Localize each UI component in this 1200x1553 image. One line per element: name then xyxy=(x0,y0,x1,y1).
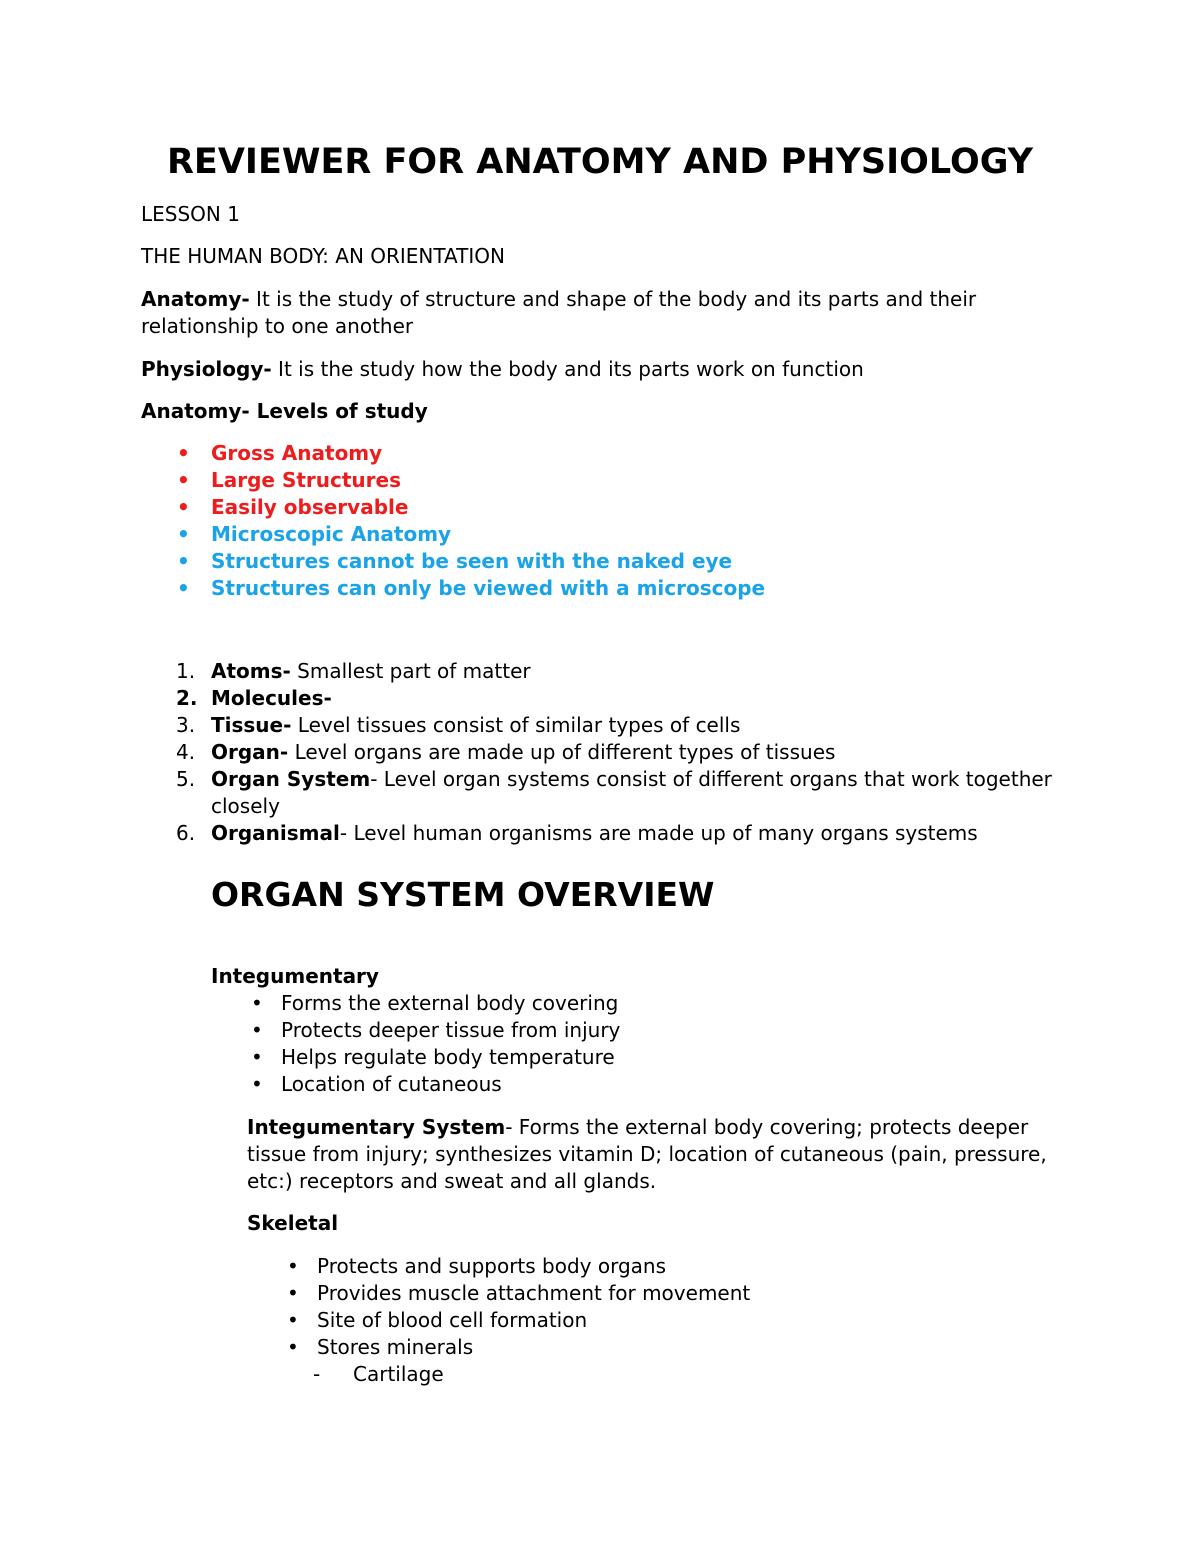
list-item xyxy=(141,548,765,575)
level-term: Atoms- xyxy=(211,659,291,683)
anatomy-definition xyxy=(141,286,1071,340)
bullet-icon: • xyxy=(251,1045,263,1069)
list-item-label: Large Structures xyxy=(211,468,401,492)
list-item xyxy=(141,820,1071,847)
physiology-definition xyxy=(141,356,1071,383)
levels-heading: Anatomy- Levels of study xyxy=(141,399,428,423)
bullet-icon: • xyxy=(287,1254,299,1278)
list-item xyxy=(247,1334,750,1361)
list-item xyxy=(141,440,765,467)
list-item xyxy=(211,1017,620,1044)
list-number: 5. xyxy=(176,767,196,791)
list-item xyxy=(247,1253,750,1280)
bullet-icon: • xyxy=(287,1308,299,1332)
list-item-label: Microscopic Anatomy xyxy=(211,522,452,546)
anatomy-term: Anatomy- xyxy=(141,287,250,311)
integumentary-heading: Integumentary xyxy=(211,964,379,988)
list-item xyxy=(141,494,765,521)
skeletal-list xyxy=(247,1253,750,1361)
list-item xyxy=(211,1044,620,1071)
bullet-icon: • xyxy=(177,549,190,573)
bullet-icon: • xyxy=(177,441,190,465)
list-item xyxy=(141,658,1071,685)
physiology-text: It is the study how the body and its parts work on function xyxy=(271,357,864,381)
list-number: 6. xyxy=(176,821,196,845)
level-term: Organ System xyxy=(211,767,371,791)
list-item-label: Structures can only be viewed with a microscope xyxy=(211,576,766,600)
list-number: 3. xyxy=(176,713,196,737)
list-item xyxy=(247,1280,750,1307)
bullet-icon: • xyxy=(177,576,190,600)
level-text: Smallest part of matter xyxy=(290,659,531,683)
list-item xyxy=(211,1071,620,1098)
list-item-label: Forms the external body covering xyxy=(281,991,619,1015)
integumentary-system-text: - Forms the external body covering; protects deeper tissue from injury; synthesizes vitamin D; location of cutaneous (pain, pressure, etc:) receptors and sweat and all glands. xyxy=(247,1115,1047,1193)
bullet-icon: • xyxy=(251,1072,263,1096)
list-item-label: Site of blood cell formation xyxy=(317,1308,588,1332)
list-item-label: Protects and supports body organs xyxy=(317,1254,667,1278)
list-number: 1. xyxy=(176,659,196,683)
list-item xyxy=(141,467,765,494)
list-item xyxy=(141,766,1071,820)
list-item-label: Stores minerals xyxy=(317,1335,474,1359)
list-item-label: Gross Anatomy xyxy=(211,441,383,465)
bullet-icon: • xyxy=(287,1281,299,1305)
skeletal-heading: Skeletal xyxy=(247,1211,339,1235)
list-number: 2. xyxy=(176,686,198,710)
level-term: Organismal xyxy=(211,821,340,845)
list-number: 4. xyxy=(176,740,196,764)
list-item xyxy=(141,521,765,548)
level-text: Level organs are made up of different types of tissues xyxy=(288,740,836,764)
levels-of-organization-list xyxy=(141,658,1071,847)
level-text: - Level human organisms are made up of many organs systems xyxy=(339,821,978,845)
list-item xyxy=(141,739,1071,766)
list-item-label: Helps regulate body temperature xyxy=(281,1045,615,1069)
integumentary-system-paragraph xyxy=(247,1114,1047,1195)
list-item xyxy=(211,990,620,1017)
bullet-icon: • xyxy=(251,1018,263,1042)
document-title: REVIEWER FOR ANATOMY AND PHYSIOLOGY xyxy=(166,142,1034,182)
dash-icon: - xyxy=(313,1362,321,1386)
lesson-label: LESSON 1 xyxy=(141,202,240,226)
integumentary-list xyxy=(211,990,620,1098)
level-text: Level tissues consist of similar types of cells xyxy=(291,713,741,737)
level-term: Molecules- xyxy=(211,686,332,710)
level-term: Organ- xyxy=(211,740,289,764)
list-item-label: Structures cannot be seen with the naked eye xyxy=(211,549,733,573)
bullet-icon: • xyxy=(287,1335,299,1359)
sub-list-item-label: Cartilage xyxy=(353,1362,444,1386)
list-item xyxy=(141,712,1071,739)
lesson-subtitle: THE HUMAN BODY: AN ORIENTATION xyxy=(141,244,506,268)
list-item-label: Protects deeper tissue from injury xyxy=(281,1018,621,1042)
bullet-icon: • xyxy=(177,468,190,492)
section-heading: ORGAN SYSTEM OVERVIEW xyxy=(211,875,715,914)
list-item-label: Provides muscle attachment for movement xyxy=(317,1281,751,1305)
sub-list-item xyxy=(313,1361,444,1388)
physiology-term: Physiology- xyxy=(141,357,272,381)
integumentary-system-term: Integumentary System xyxy=(247,1115,506,1139)
bullet-icon: • xyxy=(251,991,263,1015)
list-item xyxy=(141,575,765,602)
level-text: - Level organ systems consist of different organs that work together closely xyxy=(211,767,1052,818)
level-term: Tissue- xyxy=(211,713,292,737)
list-item-label: Easily observable xyxy=(211,495,409,519)
levels-of-study-list xyxy=(141,440,765,602)
list-item xyxy=(247,1307,750,1334)
anatomy-text: It is the study of structure and shape of the body and its parts and their relationship to one another xyxy=(141,287,977,338)
bullet-icon: • xyxy=(177,495,190,519)
list-item xyxy=(141,685,1071,712)
bullet-icon: • xyxy=(177,522,190,546)
list-item-label: Location of cutaneous xyxy=(281,1072,502,1096)
